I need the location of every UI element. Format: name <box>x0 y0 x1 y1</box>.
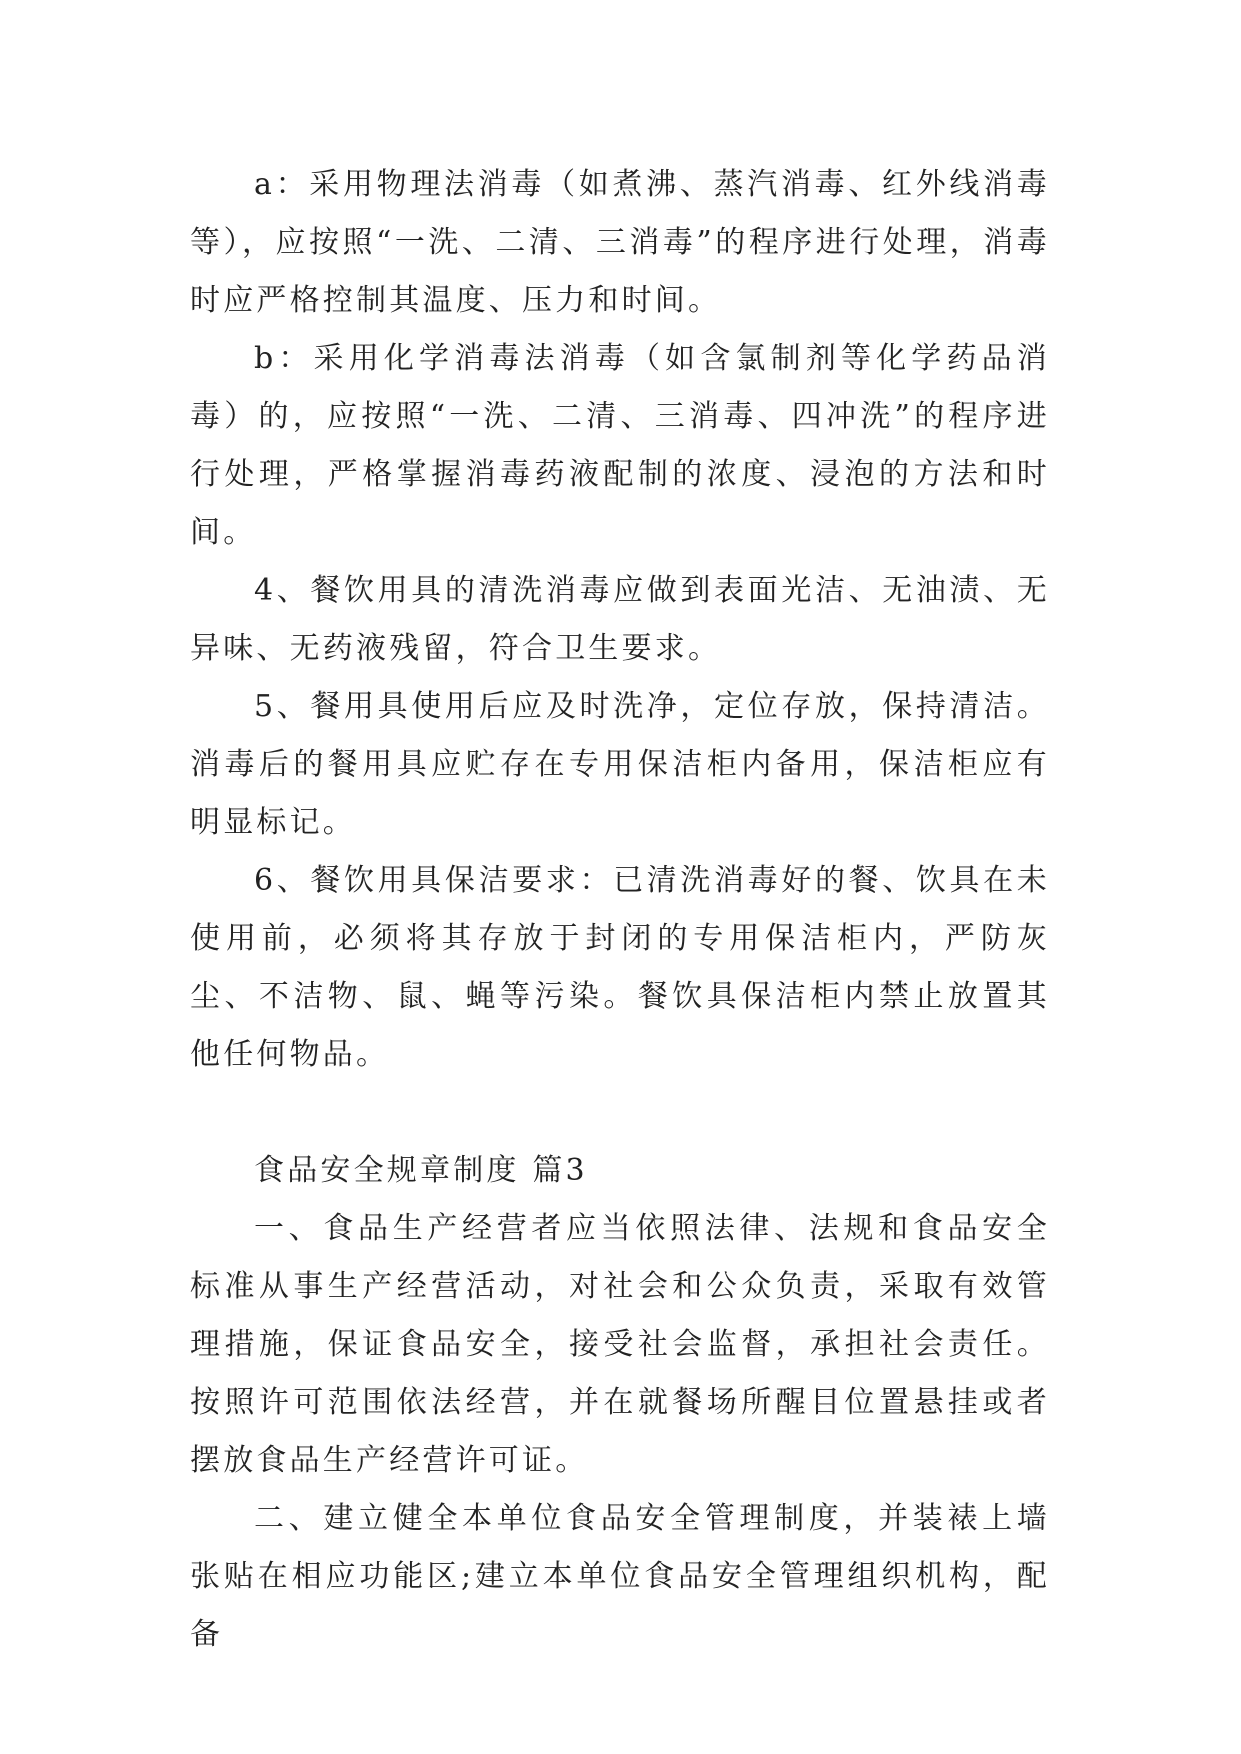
paragraph-section-1: 一、食品生产经营者应当依照法律、法规和食品安全标准从事生产经营活动，对社会和公众负责，采取有效管理措施，保证食品安全，接受社会监督，承担社会责任。按照许可范围依法经营，并在就餐场所醒目位置悬挂或者摆放食品生产经营许可证。 <box>190 1211 1050 1478</box>
paragraph-item-4: 4、餐饮用具的清洗消毒应做到表面光洁、无油渍、无异味、无药液残留，符合卫生要求。 <box>190 573 1050 666</box>
paragraph-item-6: 6、餐饮用具保洁要求：已清洗消毒好的餐、饮具在未使用前，必须将其存放于封闭的专用保洁柜内，严防灰尘、不洁物、鼠、蝇等污染。餐饮具保洁柜内禁止放置其他任何物品。 <box>190 863 1050 1072</box>
paragraph-physical-disinfection: a：采用物理法消毒（如煮沸、蒸汽消毒、红外线消毒等），应按照“一洗、二清、三消毒”的程序进行处理，消毒时应严格控制其温度、压力和时间。 <box>190 167 1050 318</box>
paragraph-chemical-disinfection: b：采用化学消毒法消毒（如含氯制剂等化学药品消毒）的，应按照“一洗、二清、三消毒、四冲洗”的程序进行处理，严格掌握消毒药液配制的浓度、浸泡的方法和时间。 <box>190 341 1050 550</box>
paragraph-item-5: 5、餐用具使用后应及时洗净，定位存放，保持清洁。消毒后的餐用具应贮存在专用保洁柜内备用，保洁柜应有明显标记。 <box>190 689 1050 840</box>
paragraph-section-2: 二、建立健全本单位食品安全管理制度，并装裱上墙张贴在相应功能区;建立本单位食品安全管理组织机构，配备 <box>190 1501 1050 1652</box>
section-title: 食品安全规章制度 篇3 <box>254 1153 588 1188</box>
document-body <box>190 156 1050 1664</box>
